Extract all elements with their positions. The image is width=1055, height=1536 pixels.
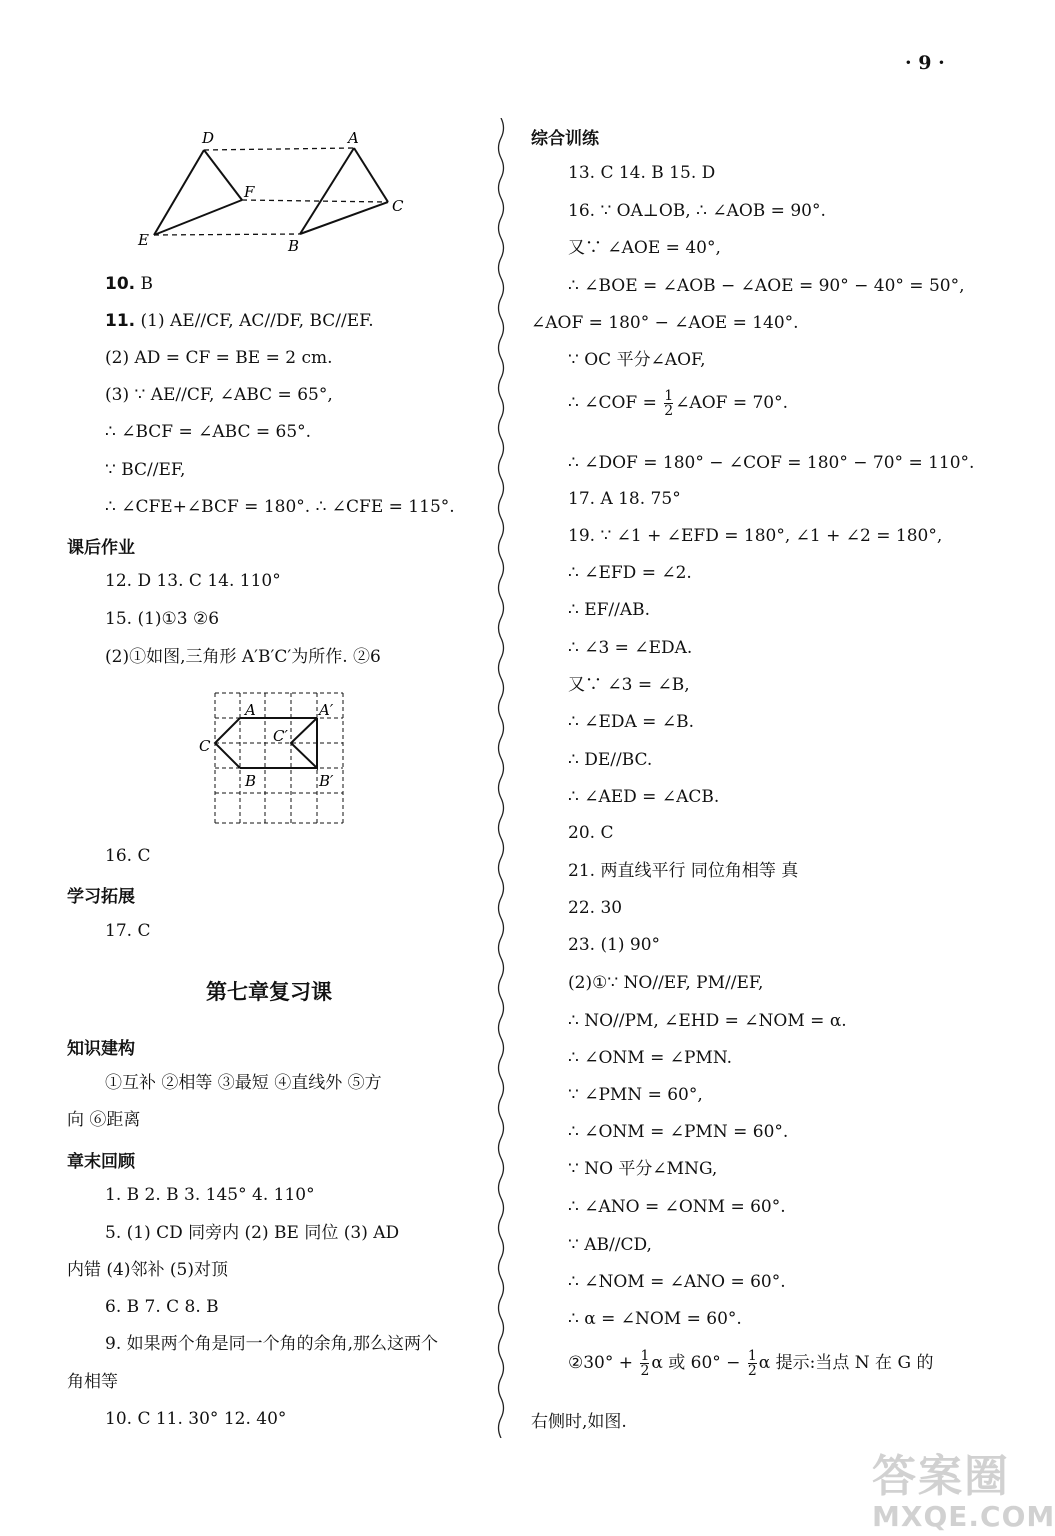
answer-19-1: 19. ∵ ∠1 + ∠EFD = 180°, ∠1 + ∠2 = 180°, — [568, 526, 943, 546]
answer-19-5: 又∵ ∠3 = ∠B, — [568, 675, 690, 695]
label-D: D — [202, 129, 215, 147]
label-A: A — [348, 129, 359, 147]
answer-23-8: ∴ ∠ANO = ∠ONM = 60°. — [568, 1197, 786, 1217]
answer-16-3: ∴ ∠BOE = ∠AOB − ∠AOE = 90° − 40° = 50°, — [568, 276, 965, 296]
answer-15-1: 15. (1)①3 ②6 — [105, 609, 220, 629]
answer-23-3: ∴ NO//PM, ∠EHD = ∠NOM = α. — [568, 1011, 847, 1031]
review-9-1: 9. 如果两个角是同一个角的余角,那么这两个 — [105, 1334, 439, 1354]
answer-text: (1) AE//CF, AC//DF, BC//EF. — [135, 311, 374, 331]
answer-11-1 — [105, 310, 374, 332]
numerator: 1 — [640, 1348, 650, 1364]
answer-23-1: 23. (1) 90° — [568, 935, 661, 955]
label-C-prime: C′ — [273, 727, 288, 745]
denominator: 2 — [664, 403, 674, 419]
answer-13-15: 13. C 14. B 15. D — [568, 163, 716, 183]
answer-19-6: ∴ ∠EDA = ∠B. — [568, 712, 694, 732]
translation-figure — [130, 125, 420, 260]
answer-23-9: ∵ AB//CD, — [568, 1235, 652, 1255]
answer-17: 17. C — [105, 921, 151, 941]
answer-16-4: ∠AOF = 180° − ∠AOE = 140°. — [531, 313, 799, 333]
label-C: C — [392, 197, 404, 215]
answer-23-6: ∴ ∠ONM = ∠PMN = 60°. — [568, 1122, 789, 1142]
label-B: B — [245, 772, 257, 790]
watermark-url: MXQE.COM — [872, 1500, 1055, 1533]
answer-23-11: ∴ α = ∠NOM = 60°. — [568, 1309, 742, 1329]
answer-text: B — [135, 274, 154, 294]
answer-16-7: ∴ ∠DOF = 180° − ∠COF = 180° − 70° = 110°. — [568, 453, 975, 473]
answer-11-6: ∴ ∠CFE+∠BCF = 180°. ∴ ∠CFE = 115°. — [105, 497, 455, 517]
answer-23-7: ∵ NO 平分∠MNG, — [568, 1159, 718, 1179]
review-10-12: 10. C 11. 30° 12. 40° — [105, 1409, 287, 1429]
expr-part: α 提示:当点 N 在 G 的 — [758, 1353, 934, 1373]
knowledge-line-1: ①互补 ②相等 ③最短 ④直线外 ⑤方 — [105, 1073, 382, 1093]
answer-19-4: ∴ ∠3 = ∠EDA. — [568, 638, 693, 658]
answer-23-5: ∵ ∠PMN = 60°, — [568, 1085, 703, 1105]
answer-23-2: (2)①∵ NO//EF, PM//EF, — [568, 973, 764, 993]
answer-11-3: (3) ∵ AE//CF, ∠ABC = 65°, — [105, 385, 333, 405]
answer-17-18: 17. A 18. 75° — [568, 489, 681, 509]
review-1-4: 1. B 2. B 3. 145° 4. 110° — [105, 1185, 315, 1205]
numerator: 1 — [664, 388, 674, 404]
grid-figure — [195, 685, 355, 830]
fraction — [748, 1349, 757, 1378]
label-B-prime: B′ — [319, 772, 334, 790]
answer-19-2: ∴ ∠EFD = ∠2. — [568, 563, 692, 583]
knowledge-line-2: 向 ⑥距离 — [67, 1110, 141, 1130]
answer-11-2: (2) AD = CF = BE = 2 cm. — [105, 348, 333, 368]
answer-22: 22. 30 — [568, 898, 623, 918]
answer-20: 20. C — [568, 823, 614, 843]
fraction — [640, 1349, 649, 1378]
chapter-title: 第七章复习课 — [206, 980, 332, 1004]
answer-11-5: ∵ BC//EF, — [105, 460, 186, 480]
section-knowledge: 知识建构 — [67, 1039, 135, 1059]
section-homework: 课后作业 — [67, 538, 135, 558]
answer-16-2: 又∵ ∠AOE = 40°, — [568, 238, 721, 258]
answer-16-5: ∵ OC 平分∠AOF, — [568, 350, 706, 370]
expr-part: ∠AOF = 70°. — [675, 393, 789, 413]
answer-21: 21. 两直线平行 同位角相等 真 — [568, 861, 799, 881]
answer-16-1: 16. ∵ OA⊥OB, ∴ ∠AOB = 90°. — [568, 201, 826, 221]
answer-23-12 — [568, 1349, 933, 1378]
answer-15-2: (2)①如图,三角形 A′B′C′为所作. ②6 — [105, 647, 381, 667]
section-comprehensive: 综合训练 — [531, 129, 599, 149]
answer-19-8: ∴ ∠AED = ∠ACB. — [568, 787, 720, 807]
expr-part: α 或 60° − — [651, 1353, 746, 1373]
review-6-8: 6. B 7. C 8. B — [105, 1297, 219, 1317]
answer-19-3: ∴ EF//AB. — [568, 600, 651, 620]
label-C: C — [199, 737, 211, 755]
numerator: 1 — [747, 1348, 757, 1364]
column-divider — [494, 118, 508, 1438]
review-9-2: 角相等 — [67, 1372, 118, 1392]
page-number: · 9 · — [905, 52, 945, 74]
review-5-2: 内错 (4)邻补 (5)对顶 — [67, 1260, 228, 1280]
label-A: A — [245, 701, 256, 719]
answer-12-14: 12. D 13. C 14. 110° — [105, 571, 281, 591]
answer-16: 16. C — [105, 846, 151, 866]
answer-16-6 — [568, 389, 788, 418]
answer-23-13: 右侧时,如图. — [531, 1412, 627, 1432]
label-B: B — [288, 237, 300, 255]
answer-23-4: ∴ ∠ONM = ∠PMN. — [568, 1048, 733, 1068]
answer-19-7: ∴ DE//BC. — [568, 750, 653, 770]
label-F: F — [244, 183, 255, 201]
answer-10 — [105, 273, 153, 295]
section-extension: 学习拓展 — [67, 887, 135, 907]
expr-part: ②30° + — [568, 1353, 639, 1373]
label-E: E — [138, 231, 149, 249]
section-review: 章末回顾 — [67, 1152, 135, 1172]
label-A-prime: A′ — [319, 701, 334, 719]
denominator: 2 — [747, 1363, 757, 1379]
q-number: 10. — [105, 274, 136, 294]
expr-part: ∴ ∠COF = — [568, 393, 663, 413]
answer-23-10: ∴ ∠NOM = ∠ANO = 60°. — [568, 1272, 786, 1292]
denominator: 2 — [640, 1363, 650, 1379]
q-number: 11. — [105, 311, 136, 331]
watermark-text: 答案圈 — [872, 1451, 1010, 1502]
fraction — [664, 389, 673, 418]
review-5-1: 5. (1) CD 同旁内 (2) BE 同位 (3) AD — [105, 1223, 400, 1243]
answer-11-4: ∴ ∠BCF = ∠ABC = 65°. — [105, 422, 312, 442]
watermark-logo — [872, 1440, 1055, 1533]
